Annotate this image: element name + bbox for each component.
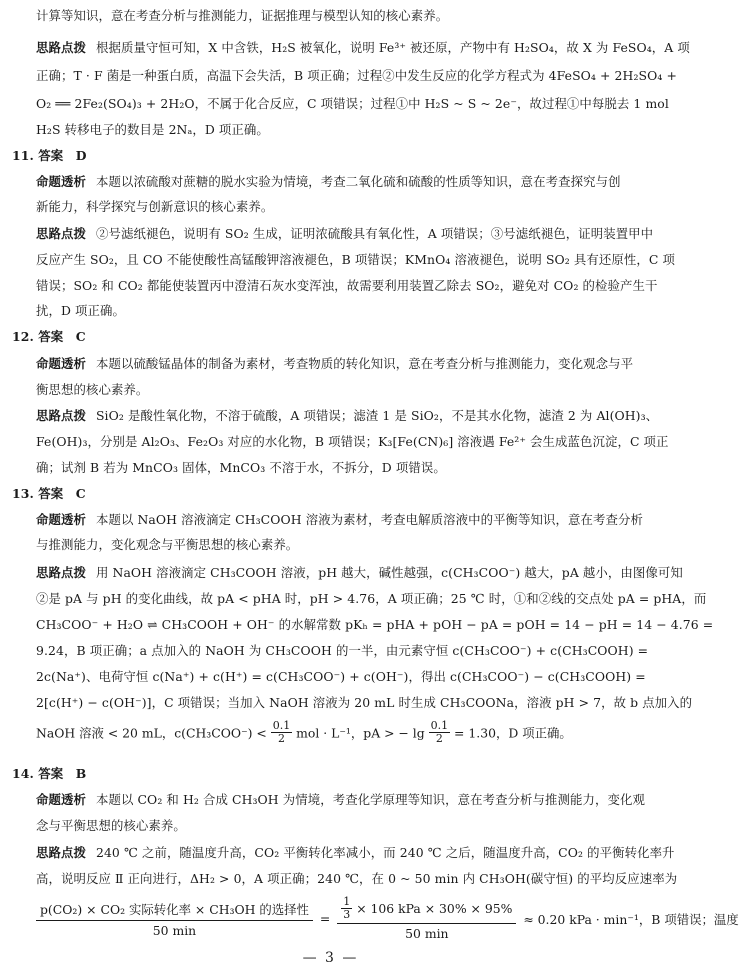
question-14-answer: 14. 答案 B (12, 766, 87, 781)
page-number: — 3 — (302, 950, 359, 966)
hint-line: 思路点拨 ②号滤纸褪色，说明有 SO₂ 生成，证明浓硫酸具有氧化性，A 项错误；③号滤纸褪色，证明装置甲中 (36, 226, 654, 241)
question-13-answer: 13. 答案 C (12, 486, 86, 501)
question-11-answer: 11. 答案 D (12, 148, 87, 163)
analysis-label: 命题透析 (36, 356, 86, 371)
hint-line: 思路点拨 SiO₂ 是酸性氧化物，不溶于硫酸，A 项错误；滤渣 1 是 SiO₂，不是其水化物，滤渣 2 为 Al(OH)₃、 (36, 408, 659, 423)
text-line: CH₃COO⁻ + H₂O ⇌ CH₃COOH + OH⁻ 的水解常数 pKₕ = pHA + pOH − pA = pOH = 14 − pH = 14 − 4.76 = (36, 617, 714, 632)
analysis-line: 命题透析 本题以 CO₂ 和 H₂ 合成 CH₃OH 为情境，考查化学原理等知识，意在考查分析与推测能力，变化观 (36, 792, 645, 807)
analysis-line: 命题透析 本题以 NaOH 溶液滴定 CH₃COOH 溶液为素材，考查电解质溶液中的平衡等知识，意在考查分析 (36, 512, 643, 527)
fraction: $\frac{0.1}{2}$ (272, 719, 291, 745)
fraction: $\frac{1}{3}$ (343, 895, 351, 921)
text-line: 念与平衡思想的核心素养。 (36, 818, 186, 833)
fraction: $\frac{1}{3}$ × 106 kPa × 30% × 95% 50 min (337, 896, 516, 941)
fraction: $\frac{0.1}{2}$ (430, 719, 449, 745)
text-line: 与推测能力，变化观念与平衡思想的核心素养。 (36, 537, 299, 552)
hint-line: 思路点拨 根据质量守恒可知，X 中含铁，H₂S 被氧化，说明 Fe³⁺ 被还原，产物中有 H₂SO₄，故 X 为 FeSO₄，A 项 (36, 40, 690, 55)
fraction: $\frac{\text{p(CO₂) × CO₂ 实际转化率 × CH₃OH 的选择性}}{50 \min}$ (36, 900, 313, 938)
equation-line: NaOH 溶液 < 20 mL，c(CH₃COO⁻) < $\frac{0.1}{2}$ mol · L⁻¹，pA > − lg $\frac{0.1}{2}$ = 1.30，D 项正确。 (36, 719, 572, 745)
hint-label: 思路点拨 (36, 845, 86, 860)
text-line: 高，说明反应 Ⅱ 正向进行，ΔH₂ > 0，A 项正确；240 ℃，在 0 ~ 50 min 内 CH₃OH(碳守恒) 的平均反应速率为 (36, 871, 678, 886)
hint-label: 思路点拨 (36, 40, 86, 55)
text-line: 衡思想的核心素养。 (36, 382, 149, 397)
question-12-answer: 12. 答案 C (12, 329, 86, 344)
text-line: 2c(Na⁺)、电荷守恒 c(Na⁺) + c(H⁺) = c(CH₃COO⁻) + c(OH⁻)，得出 c(CH₃COO⁻) − c(CH₃COOH) = (36, 669, 646, 684)
hint-label: 思路点拨 (36, 565, 86, 580)
analysis-label: 命题透析 (36, 174, 86, 189)
text-line: Fe(OH)₃，分别是 Al₂O₃、Fe₂O₃ 对应的水化物，B 项错误；K₃[Fe(CN)₆] 溶液遇 Fe²⁺ 会生成蓝色沉淀，C 项正 (36, 434, 669, 449)
text-line: 9.24，B 项正确；a 点加入的 NaOH 为 CH₃COOH 的一半，由元素守恒 c(CH₃COO⁻) + c(CH₃COOH) = (36, 643, 649, 658)
text-line: 正确；T · F 菌是一种蛋白质，高温下会失活，B 项正确；过程②中发生反应的化学方程式为 4FeSO₄ + 2H₂SO₄ + (36, 68, 677, 83)
analysis-label: 命题透析 (36, 512, 86, 527)
text-line: 确；试剂 B 若为 MnCO₃ 固体，MnCO₃ 不溶于水，不拆分，D 项错误。 (36, 460, 446, 475)
text-line: 错误；SO₂ 和 CO₂ 都能使装置丙中澄清石灰水变浑浊，故需要利用装置乙除去 SO₂，避免对 CO₂ 的检验产生干 (36, 278, 658, 293)
text-line: 计算等知识，意在考查分析与推测能力，证据推理与模型认知的核心素养。 (36, 8, 449, 23)
analysis-label: 命题透析 (36, 792, 86, 807)
text-line: H₂S 转移电子的数目是 2Nₐ，D 项正确。 (36, 122, 269, 137)
hint-label: 思路点拨 (36, 408, 86, 423)
analysis-line: 命题透析 本题以硫酸锰晶体的制备为素材，考查物质的转化知识，意在考查分析与推测能力，变化观念与平 (36, 356, 634, 371)
text-line: 新能力，科学探究与创新意识的核心素养。 (36, 199, 274, 214)
analysis-line: 命题透析 本题以浓硫酸对蔗糖的脱水实验为情境，考查二氧化硫和硫酸的性质等知识，意在考查探究与创 (36, 174, 621, 189)
text-line: 反应产生 SO₂，且 CO 不能使酸性高锰酸钾溶液褪色，B 项错误；KMnO₄ 溶液褪色，说明 SO₂ 具有还原性，C 项 (36, 252, 675, 267)
hint-line: 思路点拨 用 NaOH 溶液滴定 CH₃COOH 溶液，pH 越大，碱性越强，c(CH₃COO⁻) 越大，pA 越小，由图像可知 (36, 565, 683, 580)
text-line: O₂ ══ 2Fe₂(SO₄)₃ + 2H₂O，不属于化合反应，C 项错误；过程①中 H₂S ~ S ~ 2e⁻，故过程①中每脱去 1 mol (36, 96, 669, 111)
hint-label: 思路点拨 (36, 226, 86, 241)
text-line: 扰，D 项正确。 (36, 303, 126, 318)
text-line: 2[c(H⁺) − c(OH⁻)]，C 项错误；当加入 NaOH 溶液为 20 mL 时生成 CH₃COONa，溶液 pH > 7，故 b 点加入的 (36, 695, 693, 710)
text-line: ②是 pA 与 pH 的变化曲线，故 pA < pHA 时，pH > 4.76，A 项正确；25 ℃ 时，①和②线的交点处 pA = pHA，而 (36, 591, 707, 606)
rate-equation: $\frac{\text{p(CO₂) × CO₂ 实际转化率 × CH₃OH 的选择性}}{50 \min}$ = $\frac{1}{3}$ × 106 kPa × 30% × 95% 50 min ≈ 0.20 kPa · min⁻¹，B 项错误；温度 (36, 896, 649, 940)
hint-line: 思路点拨 240 ℃ 之前，随温度升高，CO₂ 平衡转化率减小，而 240 ℃ 之后，随温度升高，CO₂ 的平衡转化率升 (36, 845, 675, 860)
